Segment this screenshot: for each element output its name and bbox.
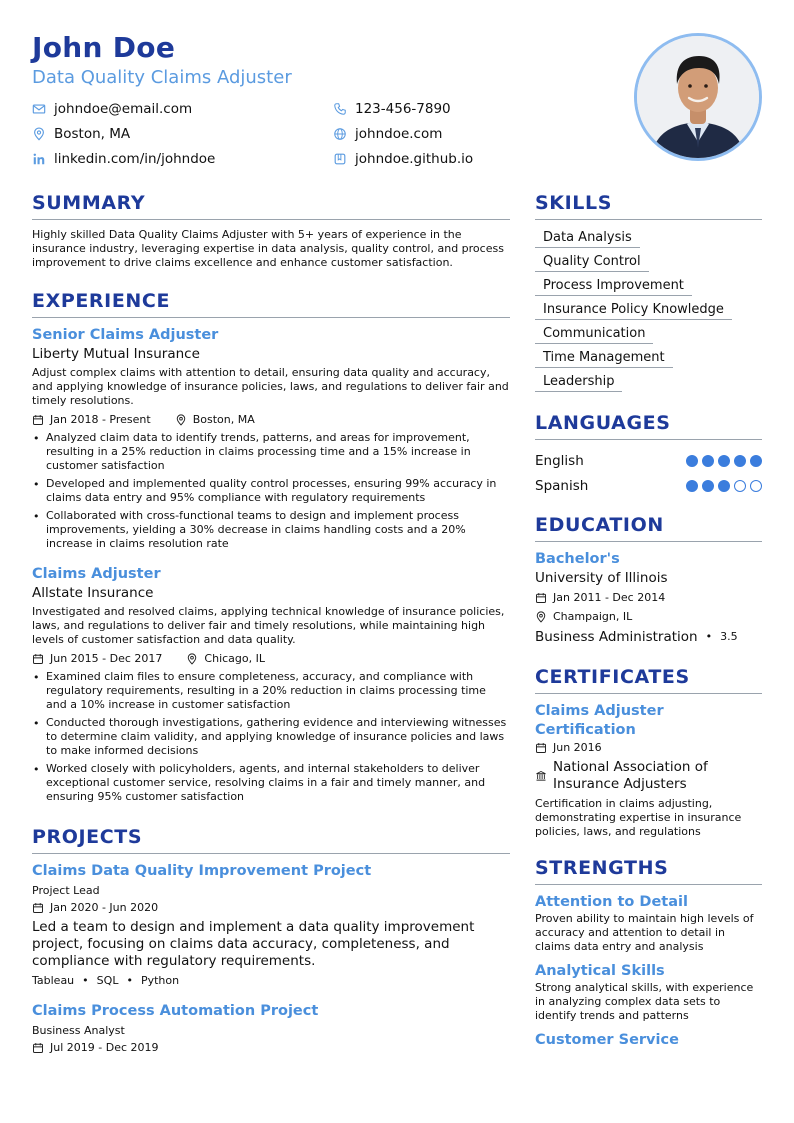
job-meta (32, 412, 510, 428)
achievement-item: • Collaborated with cross-functional teams to design and implement process improvements, yielding a 30% decrease in claims handling costs and a 20% increase in claims resolution rate (32, 509, 510, 551)
strengths-section (535, 855, 762, 1050)
location-pin-icon (186, 653, 198, 665)
achievement-item: • Examined claim files to ensure completeness, accuracy, and compliance with regulatory requirements, resulting in a 20% reduction in claims processing time and a 10% increase in customer satisfaction (32, 670, 510, 712)
certificate-issuer-row (535, 759, 762, 793)
education-gpa: 3.5 (720, 630, 738, 643)
job-company: Liberty Mutual Insurance (32, 346, 200, 362)
proficiency-dot-filled (718, 455, 730, 467)
education-degree: Bachelor's (535, 551, 620, 567)
location-text: Boston, MA (54, 126, 131, 142)
project-role: Project Lead (32, 884, 100, 897)
avatar-portrait (637, 36, 759, 158)
certificate-date-row (535, 740, 762, 756)
phone-icon (333, 102, 347, 116)
experience-heading: EXPERIENCE (32, 288, 510, 318)
profile-photo (634, 33, 762, 161)
projects-heading: PROJECTS (32, 824, 510, 854)
summary-text: Highly skilled Data Quality Claims Adjuster with 5+ years of experience in the insurance industry, leveraging expertise in data analysis, quality control, and process improvement to drive claims excellence and enhance customer satisfaction. (32, 228, 504, 269)
skill-tag: Leadership (535, 372, 622, 392)
contact-website[interactable] (333, 125, 442, 143)
job-company: Allstate Insurance (32, 585, 154, 601)
proficiency-dot-filled (750, 455, 762, 467)
education-dates: Jan 2011 - Dec 2014 (553, 591, 666, 604)
experience-section (32, 288, 510, 804)
contact-linkedin[interactable] (32, 150, 215, 168)
project-tags: Tableau • SQL • Python (32, 974, 180, 987)
skills-section (535, 190, 762, 396)
education-field: Business Administration (535, 629, 698, 645)
certificates-section (535, 664, 762, 839)
project-dates: Jan 2020 - Jun 2020 (50, 901, 159, 914)
project-entry (32, 862, 510, 988)
certificate-issuer: National Association of Insurance Adjusters (553, 759, 708, 792)
project-meta (32, 1040, 510, 1056)
job-dates: Jan 2018 - Present (50, 413, 151, 426)
skills-heading: SKILLS (535, 190, 762, 220)
languages-section (535, 410, 762, 498)
job-description: Adjust complex claims with attention to detail, ensuring data quality and accuracy, and applying knowledge of insurance policies, laws, and regulations to deliver fair and timely resolutions. (32, 366, 509, 407)
website-text: johndoe.com (355, 126, 443, 142)
certificates-heading: CERTIFICATES (535, 664, 762, 694)
proficiency-dot-filled (686, 455, 698, 467)
skills-list (535, 228, 762, 396)
calendar-icon (32, 902, 44, 914)
calendar-icon (32, 1042, 44, 1054)
proficiency-dot-empty (750, 480, 762, 492)
achievement-item: • Conducted thorough investigations, gathering evidence and interviewing witnesses to determine claim validity, and applying knowledge of insurance policies and laws to make informed decisions (32, 716, 510, 758)
contact-phone[interactable] (333, 100, 451, 118)
proficiency-dot-filled (702, 480, 714, 492)
project-dates: Jul 2019 - Dec 2019 (50, 1041, 159, 1054)
achievement-item: • Worked closely with policyholders, agents, and internal stakeholders to deliver exceptional customer service, resolving claims in a fair and timely manner, and ensuring 95% customer satisfaction (32, 762, 510, 804)
project-tag: Python (140, 974, 180, 987)
skill-tag: Quality Control (535, 252, 649, 272)
project-entry (32, 1002, 510, 1056)
proficiency-dot-filled (734, 455, 746, 467)
institution-icon (535, 770, 547, 782)
certificate-name: Claims Adjuster Certification (535, 703, 664, 738)
calendar-icon (32, 653, 44, 665)
project-name: Claims Process Automation Project (32, 1003, 319, 1019)
phone-text: 123-456-7890 (355, 101, 451, 117)
education-section (535, 512, 762, 646)
proficiency-dot-empty (734, 480, 746, 492)
resume-header (32, 30, 632, 167)
summary-section (32, 190, 510, 270)
proficiency-dot-filled (686, 480, 698, 492)
languages-heading: LANGUAGES (535, 410, 762, 440)
project-meta (32, 900, 510, 916)
strength-name: Attention to Detail (535, 894, 688, 910)
strength-item (535, 893, 762, 954)
job-location: Chicago, IL (204, 652, 265, 665)
project-description: Led a team to design and implement a data quality improvement project, focusing on claims data accuracy, completeness, and compliance with regulatory requirements. (32, 919, 475, 969)
side-column (535, 190, 762, 1050)
strength-description: Proven ability to maintain high levels of accuracy and attention to detail in claims data entry and analysis (535, 912, 754, 953)
job-achievements (32, 431, 510, 551)
job-achievements (32, 670, 510, 804)
project-tag: Tableau (32, 974, 75, 987)
linkedin-text: linkedin.com/in/johndoe (54, 151, 216, 167)
email-text: johndoe@email.com (54, 101, 193, 117)
location-pin-icon (175, 414, 187, 426)
certificate-description: Certification in claims adjusting, demonstrating expertise in insurance policies, laws, and regulations (535, 797, 742, 838)
linkedin-icon (32, 152, 46, 166)
contact-location (32, 125, 130, 143)
job-meta (32, 651, 510, 667)
job-location: Boston, MA (192, 413, 255, 426)
candidate-title: Data Quality Claims Adjuster (32, 67, 292, 88)
language-name: Spanish (535, 477, 589, 494)
job-role: Senior Claims Adjuster (32, 327, 219, 343)
strength-name: Customer Service (535, 1032, 679, 1048)
globe-icon (333, 127, 347, 141)
language-row (535, 473, 762, 498)
skill-tag: Process Improvement (535, 276, 692, 296)
language-level-dots (686, 455, 762, 467)
project-role: Business Analyst (32, 1024, 125, 1037)
strength-item (535, 1031, 762, 1050)
education-location: Champaign, IL (553, 610, 633, 623)
language-row (535, 448, 762, 473)
calendar-icon (32, 414, 44, 426)
contact-email[interactable] (32, 100, 192, 118)
candidate-name: John Doe (32, 31, 176, 64)
education-dates-row (535, 590, 762, 606)
summary-heading: SUMMARY (32, 190, 510, 220)
job-role: Claims Adjuster (32, 566, 161, 582)
language-name: English (535, 452, 584, 469)
language-level-dots (686, 480, 762, 492)
skill-tag: Data Analysis (535, 228, 640, 248)
strength-name: Analytical Skills (535, 963, 665, 979)
mail-icon (32, 102, 46, 116)
education-location-row (535, 609, 762, 625)
job-description: Investigated and resolved claims, applying technical knowledge of insurance policies, laws, and regulations to deliver fair and timely resolutions, while maintaining high levels of customer satisfaction and data quality. (32, 605, 505, 646)
skill-tag: Communication (535, 324, 653, 344)
project-name: Claims Data Quality Improvement Project (32, 863, 372, 879)
projects-section (32, 824, 510, 1056)
proficiency-dot-filled (702, 455, 714, 467)
location-pin-icon (535, 611, 547, 623)
skill-tag: Time Management (535, 348, 673, 368)
main-column (32, 190, 510, 1059)
project-tag: SQL (96, 974, 119, 987)
education-school: University of Illinois (535, 570, 668, 586)
github-text: johndoe.github.io (355, 151, 474, 167)
strength-item (535, 962, 762, 1023)
strengths-heading: STRENGTHS (535, 855, 762, 885)
achievement-item: • Developed and implemented quality control processes, ensuring 99% accuracy in claims data entry and 95% compliance with regulatory requirements (32, 477, 510, 505)
education-field-row: Business Administration • 3.5 (535, 629, 738, 645)
skill-tag: Insurance Policy Knowledge (535, 300, 732, 320)
proficiency-dot-filled (718, 480, 730, 492)
job-dates: Jun 2015 - Dec 2017 (50, 652, 163, 665)
github-icon (333, 152, 347, 166)
certificate-date: Jun 2016 (553, 741, 602, 754)
calendar-icon (535, 742, 547, 754)
calendar-icon (535, 592, 547, 604)
achievement-item: • Analyzed claim data to identify trends, patterns, and areas for improvement, resulting in a 25% reduction in claims processing time and a 15% increase in customer satisfaction (32, 431, 510, 473)
job-entry (32, 326, 510, 551)
education-heading: EDUCATION (535, 512, 762, 542)
contact-github[interactable] (333, 150, 473, 168)
job-entry (32, 565, 510, 804)
strength-description: Strong analytical skills, with experience in analyzing complex data sets to identify trends and patterns (535, 981, 754, 1022)
location-pin-icon (32, 127, 46, 141)
